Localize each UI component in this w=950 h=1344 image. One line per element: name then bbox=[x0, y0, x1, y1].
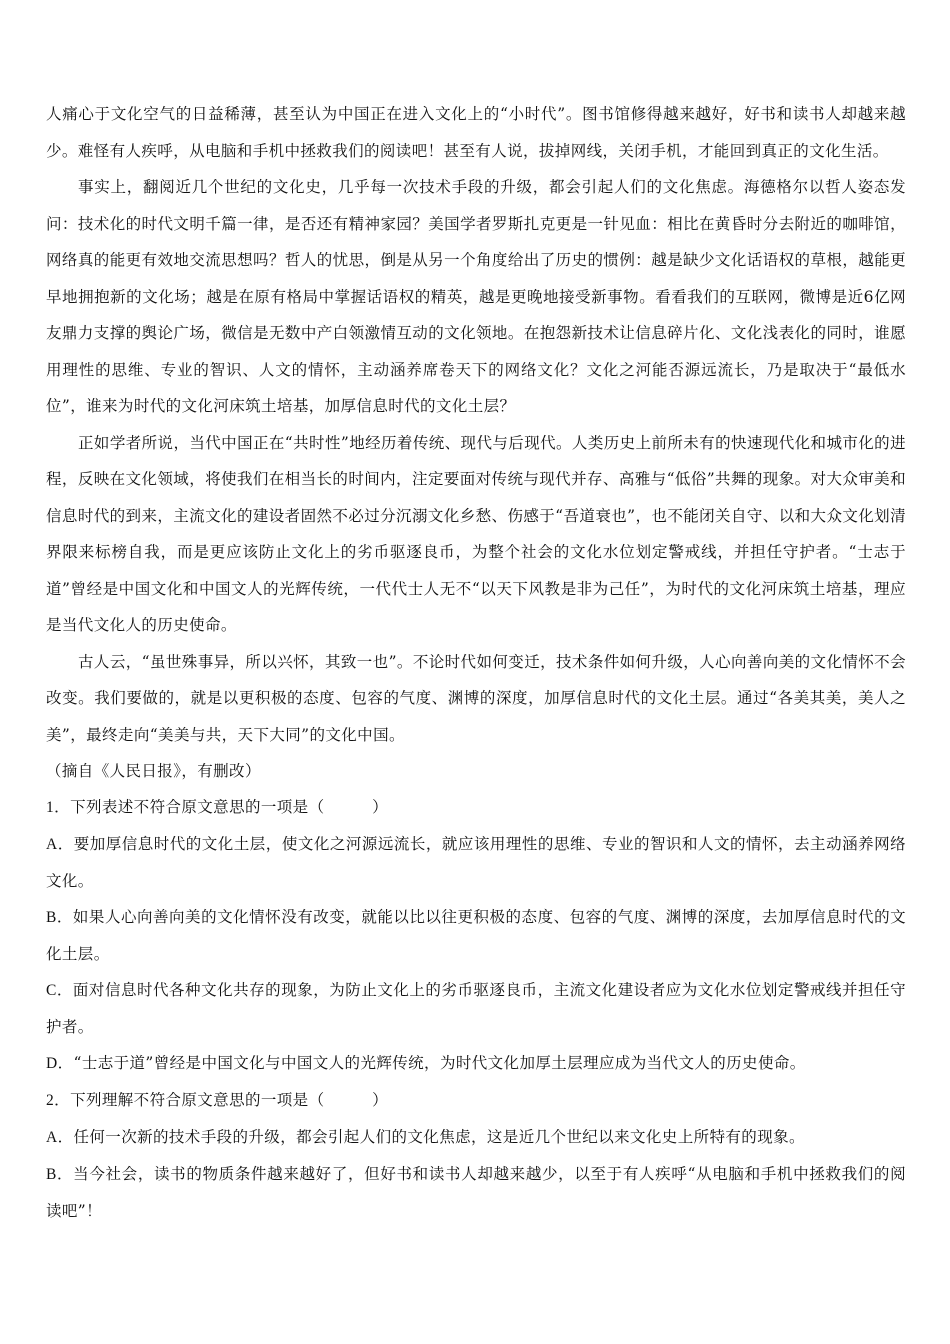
question-number: 2． bbox=[46, 1092, 71, 1109]
option-label: C． bbox=[46, 982, 73, 999]
passage-paragraph-1: 人痛心于文化空气的日益稀薄，甚至认为中国正在进入文化上的“小时代”。图书馆修得越来越好，好书和读书人却越来越少。难怪有人疾呼，从电脑和手机中拯救我们的阅读吧！甚至有人说，拔掉网线，关闭手机，才能回到真正的文化生活。 bbox=[46, 105, 906, 160]
option-label: D． bbox=[46, 1055, 74, 1072]
option-text: 任何一次新的技术手段的升级，都会引起人们的文化焦虑，这是近几个世纪以来文化史上所特有的现象。 bbox=[73, 1128, 805, 1146]
option-label: A． bbox=[46, 836, 74, 853]
passage-paragraph-2: 事实上，翻阅近几个世纪的文化史，几乎每一次技术手段的升级，都会引起人们的文化焦虑。海德格尔以哲人姿态发问：技术化的时代文明千篇一律，是否还有精神家园？美国学者罗斯扎克更是一针见血：相比在黄昏时分去附近的咖啡馆，网络真的能更有效地交流思想吗？哲人的忧思，倒是从另一个角度给出了历史的惯例：越是缺少文化话语权的草根，越能更早地拥抱新的文化场；越是在原有格局中掌握话语权的精英，越是更晚地接受新事物。看看我们的互联网，微博是近6亿网友鼎力支撑的舆论广场，微信是无数中产白领激情互动的文化领地。在抱怨新技术让信息碎片化、文化浅表化的同时，谁愿用理性的思维、专业的智识、人文的情怀，主动涵养席卷天下的网络文化？文化之河能否源远流长，乃是取决于“最低水位”，谁来为时代的文化河床筑土培基，加厚信息时代的文化土层？ bbox=[46, 178, 906, 415]
question-2 bbox=[46, 1082, 906, 1229]
passage-paragraph-4: 古人云，“虽世殊事异，所以兴怀，其致一也”。不论时代如何变迁，技术条件如何升级，人心向善向美的文化情怀不会改变。我们要做的，就是以更积极的态度、包容的气度、渊博的深度，加厚信息时代的文化土层。通过“各美其美，美人之美”，最终走向“美美与共，天下大同”的文化中国。 bbox=[46, 652, 906, 744]
reading-passage bbox=[46, 96, 906, 789]
option-b bbox=[46, 899, 906, 972]
option-a bbox=[46, 826, 906, 899]
option-d bbox=[46, 1045, 906, 1082]
passage-source: （摘自《人民日报》，有删改） bbox=[46, 762, 261, 780]
question-stem bbox=[46, 789, 906, 826]
option-text: 面对信息时代各种文化共存的现象，为防止文化上的劣币驱逐良币，主流文化建设者应为文化水位划定警戒线并担任守护者。 bbox=[46, 981, 906, 1036]
question-text: 下列表述不符合原文意思的一项是（ ） bbox=[70, 798, 389, 816]
option-label: A． bbox=[46, 1129, 74, 1146]
question-text: 下列理解不符合原文意思的一项是（ ） bbox=[70, 1091, 389, 1109]
option-text: 要加厚信息时代的文化土层，使文化之河源远流长，就应该用理性的思维、专业的智识和人文的情怀，去主动涵养网络文化。 bbox=[46, 835, 906, 890]
option-label: B． bbox=[46, 909, 73, 926]
question-number: 1． bbox=[46, 799, 71, 816]
question-stem bbox=[46, 1082, 906, 1119]
question-1 bbox=[46, 789, 906, 1082]
passage-paragraph-3: 正如学者所说，当代中国正在“共时性”地经历着传统、现代与后现代。人类历史上前所未有的快速现代化和城市化的进程，反映在文化领域，将使我们在相当长的时间内，注定要面对传统与现代并存、高雅与“低俗”共舞的现象。对大众审美和信息时代的到来，主流文化的建设者固然不必过分沉溺文化乡愁、伤感于“吾道衰也”，也不能闭关自守、以和大众文化划清界限来标榜自我，而是更应该防止文化上的劣币驱逐良币，为整个社会的文化水位划定警戒线，并担任守护者。“士志于道”曾经是中国文化和中国文人的光辉传统，一代代士人无不“以天下风教是非为己任”，为时代的文化河床筑土培基，理应是当代文化人的历史使命。 bbox=[46, 433, 906, 634]
option-text: 如果人心向善向美的文化情怀没有改变，就能以比以往更积极的态度、包容的气度、渊博的深度，去加厚信息时代的文化土层。 bbox=[46, 908, 906, 963]
option-a bbox=[46, 1119, 906, 1156]
option-text: 当今社会，读书的物质条件越来越好了，但好书和读书人却越来越少，以至于有人疾呼“从电脑和手机中拯救我们的阅读吧”！ bbox=[46, 1165, 906, 1220]
option-label: B． bbox=[46, 1166, 74, 1183]
option-b bbox=[46, 1156, 906, 1229]
option-text: “士志于道”曾经是中国文化与中国文人的光辉传统，为时代文化加厚土层理应成为当代文人的历史使命。 bbox=[73, 1054, 806, 1072]
option-c bbox=[46, 972, 906, 1045]
